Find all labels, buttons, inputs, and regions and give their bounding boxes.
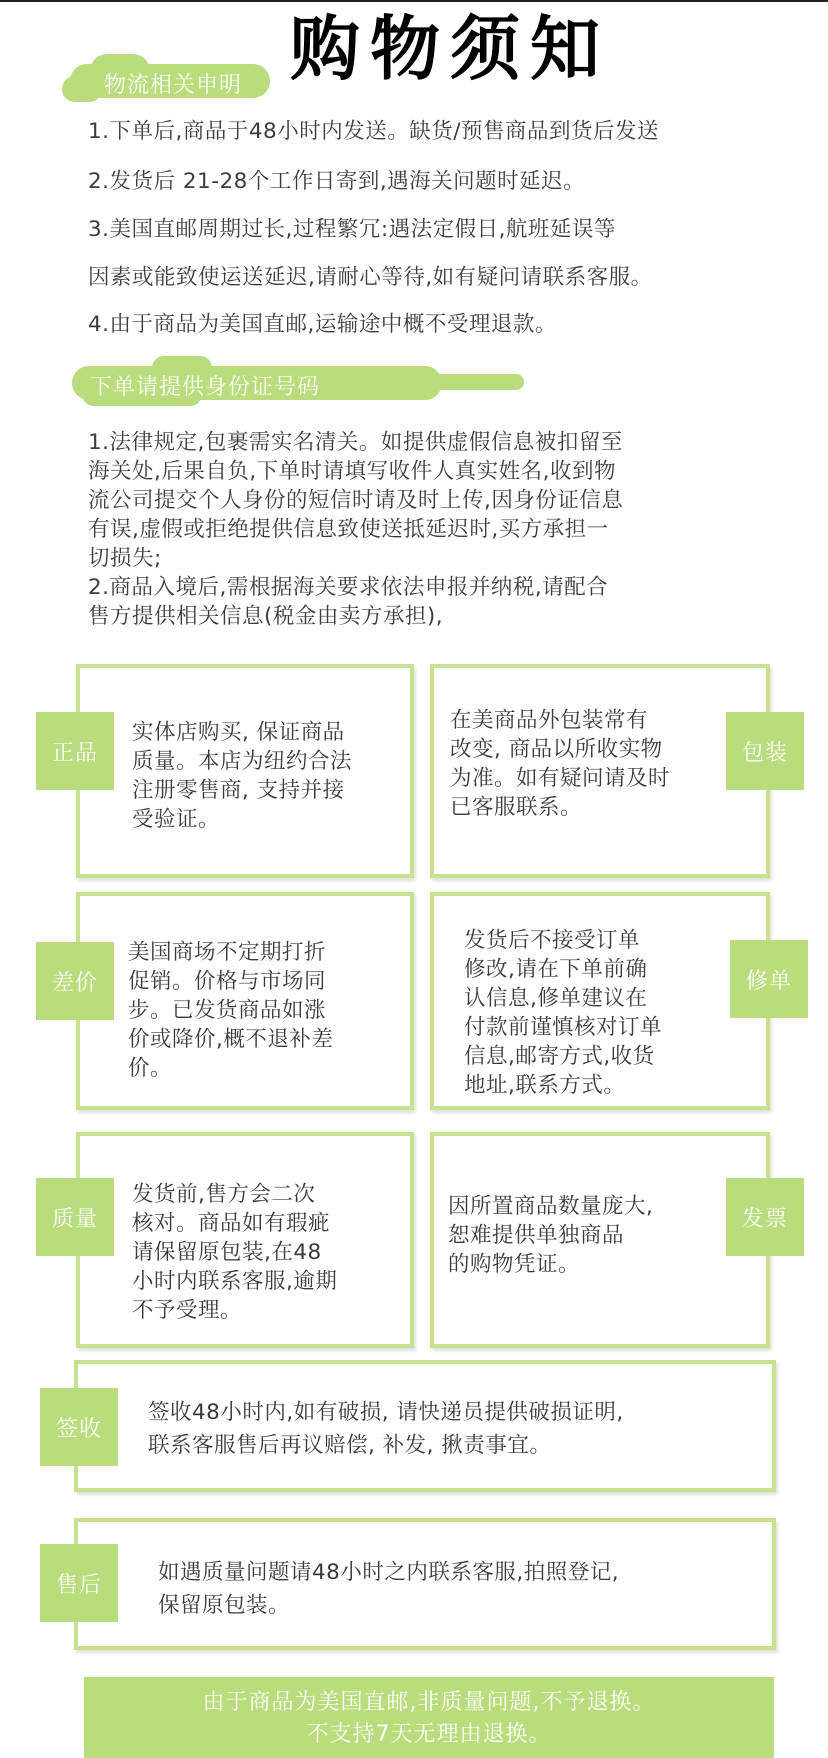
logistics-item-3: 3.美国直邮周期过长,过程繁冗:遇法定假日,航班延误等 bbox=[88, 217, 616, 242]
footer-line-2: 不支持7天无理由退换。 bbox=[306, 1722, 552, 1747]
footer-banner bbox=[84, 1677, 774, 1758]
id-line: 售方提供相关信息(税金由卖方承担), bbox=[88, 604, 444, 629]
packaging-text: 在美商品外包装常有 改变, 商品以所收实物 为准。如有疑问请及时 已客服联系。 bbox=[450, 708, 671, 820]
invoice-tag: 发票 bbox=[726, 1178, 804, 1256]
logistics-item-3-cont: 因素或能致使运送延迟,请耐心等待,如有疑问请联系客服。 bbox=[88, 265, 653, 290]
logistics-item-1: 1.下单后,商品于48小时内发送。缺货/预售商品到货后发送 bbox=[88, 119, 659, 144]
after-sales-text: 如遇质量问题请48小时之内联系客服,拍照登记, 保留原包装。 bbox=[158, 1560, 620, 1618]
id-line: 1.法律规定,包裹需实名清关。如提供虚假信息被扣留至 bbox=[88, 430, 623, 455]
genuine-tag: 正品 bbox=[36, 712, 114, 790]
id-section-header bbox=[72, 360, 452, 404]
id-line: 有误,虚假或拒绝提供信息致使送抵延迟时,买方承担一 bbox=[88, 517, 609, 542]
id-line: 2.商品入境后,需根据海关要求依法申报并纳税,请配合 bbox=[88, 575, 609, 600]
page-title: 购物须知 bbox=[290, 7, 610, 90]
id-line: 切损失; bbox=[88, 546, 162, 571]
quality-tag: 质量 bbox=[36, 1178, 114, 1256]
id-line: 流公司提交个人身份的短信时请及时上传,因身份证信息 bbox=[88, 488, 624, 513]
signing-text: 签收48小时内,如有破损, 请快递员提供破损证明, 联系客服售后再议赔偿, 补发, 揪责事宜。 bbox=[148, 1400, 624, 1458]
id-section-label: 下单请提供身份证号码 bbox=[90, 375, 321, 400]
after-sales-tag: 售后 bbox=[40, 1544, 118, 1622]
logistics-section-label: 物流相关申明 bbox=[104, 73, 243, 98]
logistics-item-4: 4.由于商品为美国直邮,运输途中概不受理退款。 bbox=[88, 312, 557, 337]
quality-text: 发货前,售方会二次 核对。商品如有瑕疵 请保留原包装,在48 小时内联系客服,逾期 不予受理。 bbox=[132, 1182, 338, 1323]
logistics-section-header bbox=[70, 58, 280, 102]
id-line: 海关处,后果自负,下单时请填写收件人真实姓名,收到物 bbox=[88, 459, 617, 484]
id-section-body bbox=[88, 428, 788, 631]
order-edit-text: 发货后不接受订单 修改,请在下单前确 认信息,修单建议在 付款前谨慎核对订单 信息,邮寄方式,收货 地址,联系方式。 bbox=[464, 928, 663, 1098]
order-edit-tag: 修单 bbox=[730, 940, 808, 1018]
price-diff-tag: 差价 bbox=[36, 942, 114, 1020]
logistics-item-2: 2.发货后 21-28个工作日寄到,遇海关问题时延迟。 bbox=[88, 169, 586, 194]
genuine-text: 实体店购买, 保证商品 质量。本店为纽约合法 注册零售商, 支持并接 受验证。 bbox=[132, 720, 353, 832]
invoice-text: 因所置商品数量庞大, 恕难提供单独商品 的购物凭证。 bbox=[448, 1194, 654, 1277]
top-divider bbox=[0, 0, 828, 2]
footer-line-1: 由于商品为美国直邮,非质量问题,不予退换。 bbox=[202, 1690, 656, 1715]
signing-tag: 签收 bbox=[40, 1388, 118, 1466]
price-diff-text: 美国商场不定期打折 促销。价格与市场同 步。已发货商品如涨 价或降价,概不退补差 价。 bbox=[128, 940, 334, 1081]
packaging-tag: 包装 bbox=[726, 712, 804, 790]
